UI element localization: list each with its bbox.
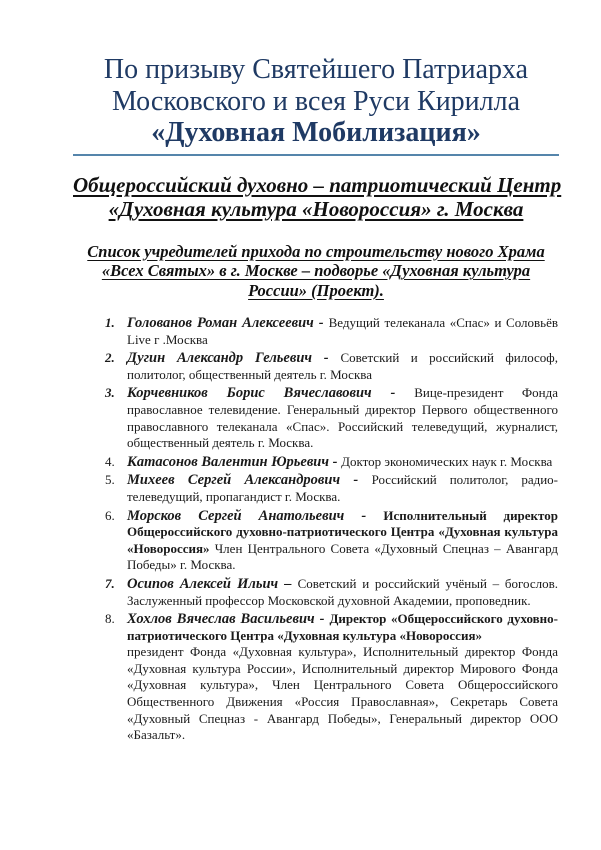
founder-name-separator: - [371,385,415,402]
founder-name: Голованов Роман Алексеевич [127,315,314,331]
founders-list-heading-line-3: России» (Проект). [248,280,384,300]
founders-list-heading [73,242,559,301]
founder-number: 7. [105,575,115,591]
main-title-line-3: «Духовная Мобилизация» [151,117,481,148]
founder-description: Вице-президент Фонда православное телевидение. Генеральный директор Первого общественного православного телеканала «Спас». Российский телеведущий, журналист, общественный деятель г. Москва. [127,385,558,451]
founders-list-heading-line-2: «Всех Святых» в г. Москве – подворье «Духовная культура [101,261,531,280]
main-title-line-2: Московского и всея Руси Кирилла [111,85,521,117]
founder-item-4 [105,454,558,471]
founder-number: 1. [105,315,115,330]
founder-name: Дугин Александр Гельевич [127,350,312,367]
founder-number: 3. [105,385,115,401]
founder-number: 4. [105,453,115,469]
founder-number: 2. [105,350,115,366]
org-heading-line-2: «Духовная культура «Новороссия» г. Москва [108,196,524,221]
founders-list-heading-line-1: Список учредителей прихода по строительству нового Храма [87,241,545,261]
founder-name-separator: - [344,507,384,524]
founder-description: Советский и российский философ, политолог, общественный деятель г. Москва [127,350,558,382]
founder-item-2 [105,350,558,383]
founder-description: Член Центрального Совета «Духовный Спецназ – Авангард Победы» г. Москва. [127,540,559,573]
founder-name: Осипов Алексей Ильич [127,575,279,592]
founder-item-7 [105,576,558,609]
founder-description: президент Фонда «Духовная культура», Исполнительный директор Фонда «Духовная культура России», Исполнительный директор Мирового Фонда «Духовная культура», Член Центрального Совета Общероссийского Общественного Движения «Россия Православная», Секретарь Совета «Духовный Спецназ - Авангард Победы», Генеральный директор ООО «Базальт». [127,644,558,743]
founder-name: Хохлов Вячеслав Васильевич [127,611,315,628]
founder-description: Советский и российский учёный – богослов. Заслуженный профессор Московской духовной Академии, проповедник. [127,575,558,608]
founder-name: Катасонов Валентин Юрьевич [127,453,329,470]
founder-name-separator: - [340,472,372,489]
founder-item-8 [105,611,558,744]
founder-name-separator: - [312,350,341,367]
founder-description: Исполнительный директор Общероссийского духовно-патриотического Центра «Духовная культура «Новороссия» [127,507,558,556]
founder-item-6 [105,508,558,574]
main-title [73,54,559,149]
founders-list [105,315,558,744]
founder-description: Российский политолог, радио-телеведущий, пропагандист г. Москва. [127,472,558,504]
org-heading-line-1: Общероссийский духовно – патриотический Центр [73,172,562,197]
org-heading [73,172,562,221]
founder-number: 6. [105,507,115,523]
main-title-line-1: По призыву Святейшего Патриарха [103,54,529,85]
founder-description: Ведущий телеканала «Спас» и Соловьёв Live г .Москва [127,315,558,347]
founder-number: 5. [105,472,115,488]
founder-name-separator: - [329,453,342,470]
founder-name: Морсков Сергей Анатольевич [127,507,345,524]
founder-name: Михеев Сергей Александрович [127,472,341,489]
founder-name-separator: - [314,611,330,628]
title-divider-rule [73,154,559,156]
founder-number: 8. [105,611,115,627]
founder-name-separator: – [278,575,298,592]
founder-item-5 [105,472,558,505]
founder-item-1 [105,315,558,348]
founder-item-3 [105,385,558,451]
founder-name: Корчевников Борис Вячеславович [127,385,372,402]
founder-description: Доктор экономических наук г. Москва [341,453,553,469]
founder-name-separator: - [313,315,329,331]
founder-description: Директор «Общероссийского духовно-патриотического Центра «Духовная культура «Новороссия» [127,611,558,643]
